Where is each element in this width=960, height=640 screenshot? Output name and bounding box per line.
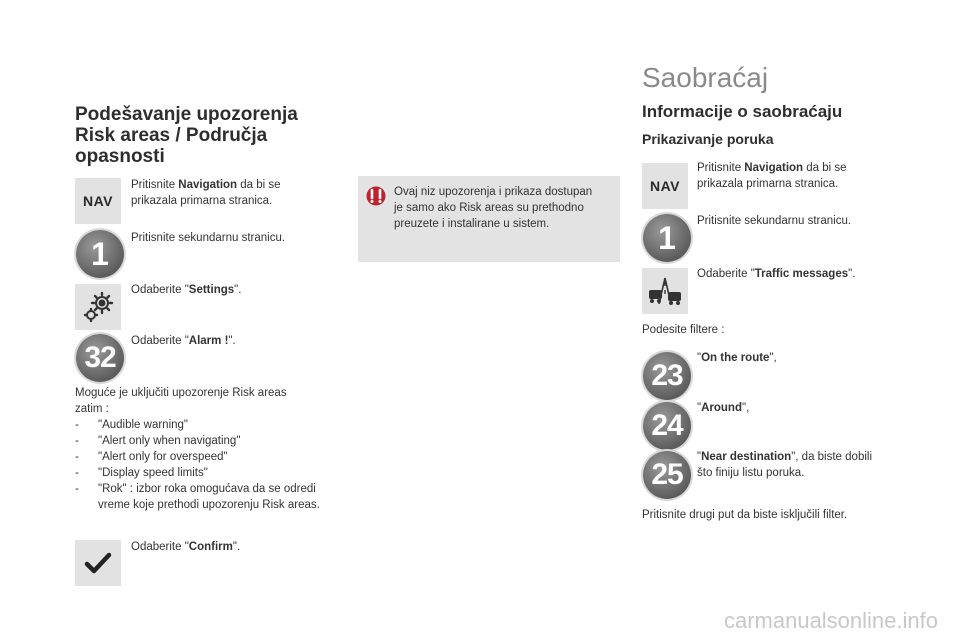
step-nav-text: Pritisnite Navigation da bi se prikazala primarna stranica. [131,179,281,207]
right-title: Informacije o saobraćaju [642,102,843,121]
list-item: - "Rok" : izbor roka omogućava da se odredi [75,483,316,495]
filter-destination-text: "Near destination", da biste dobili što finiju listu poruka. [697,451,873,479]
nav-button-icon: NAV [642,163,688,209]
right-step-nav-text: Pritisnite Navigation da bi se prikazala primarna stranica. [697,162,847,190]
checkmark-icon [75,540,121,586]
filters-label: Podesite filtere : [642,324,725,336]
right-subtitle: Prikazivanje poruka [642,131,774,147]
list-item: - "Alert only for overspeed" [75,451,228,463]
filter-route-text: "On the route", [697,352,777,364]
warning-box [358,176,620,262]
step-1-text: Pritisnite sekundarnu stranicu. [131,232,286,244]
closing-text: Pritisnite drugi put da biste isključili filter. [642,509,848,521]
filter-around-text: "Around", [697,402,750,414]
step-alarm-text: Odaberite "Alarm !". [131,335,236,347]
warning-icon [366,186,386,209]
gears-icon [75,284,121,330]
step-traffic-text: Odaberite "Traffic messages". [697,268,856,280]
list-item: vreme koje prethodi upozorenju Risk areas. [98,499,320,511]
step-confirm-text: Odaberite "Confirm". [131,541,241,553]
step-1-badge: 1 [76,230,124,278]
section-title: Saobraćaj [642,62,769,93]
step-23-badge: 23 [643,352,691,400]
list-item: - "Alert only when navigating" [75,435,241,447]
traffic-icon [642,268,688,314]
step-settings-text: Odaberite "Settings". [131,284,242,296]
risk-areas-paragraph: Moguće je uključiti upozorenje Risk areas zatim : [75,387,287,415]
step-24-badge: 24 [643,402,691,450]
list-item: - "Display speed limits" [75,467,208,479]
nav-button-icon: NAV [75,178,121,224]
options-list [75,417,355,513]
watermark: carmanualsonline.info [723,608,938,633]
step-32-badge: 32 [76,334,124,382]
right-step-1-text: Pritisnite sekundarnu stranicu. [697,215,852,227]
right-step-1-badge: 1 [643,214,691,262]
page-title-left: Podešavanje upozorenja Risk areas / Područja opasnosti [75,104,298,167]
list-item: - "Audible warning" [75,419,188,431]
warning-text: Ovaj niz upozorenja i prikaza dostupan je samo ako Risk areas su prethodno preuzete i instalirane u sistem. [394,186,593,230]
step-25-badge: 25 [643,451,691,499]
